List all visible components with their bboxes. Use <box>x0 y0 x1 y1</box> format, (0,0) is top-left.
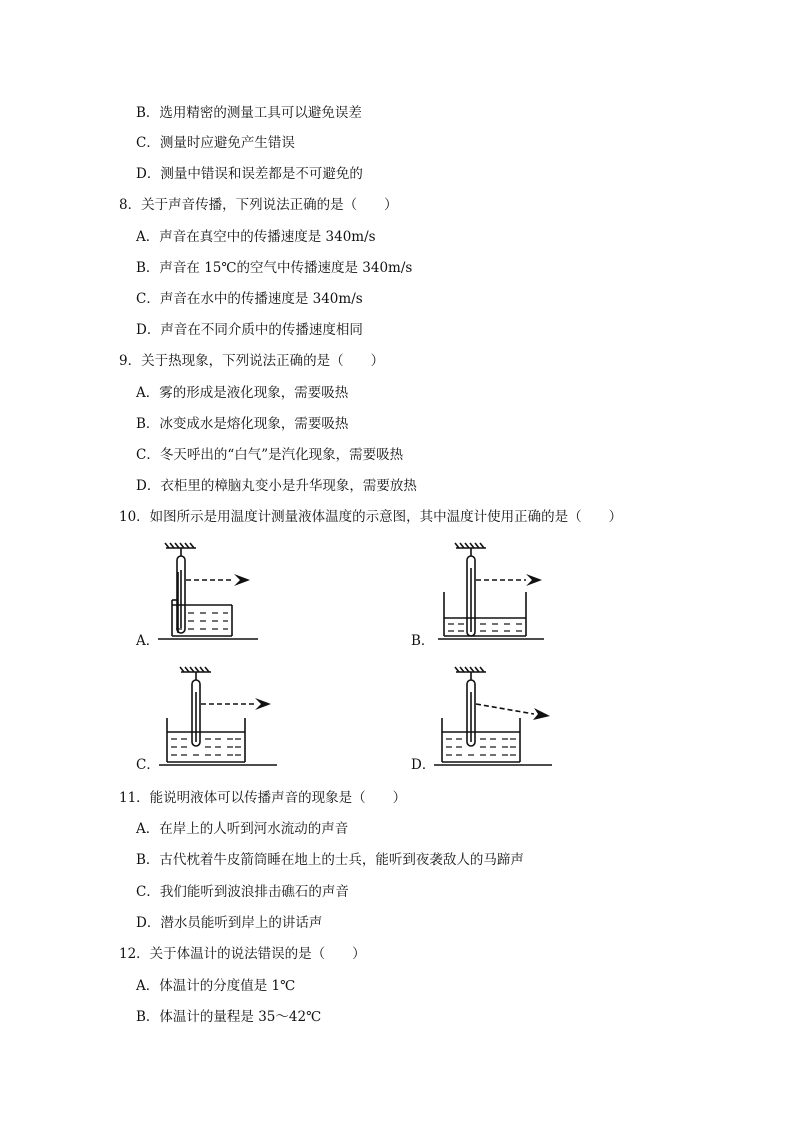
q8-option-d: D．声音在不同介质中的传播速度相同 <box>136 322 363 338</box>
q11-option-d: D．潜水员能听到岸上的讲话声 <box>136 915 323 931</box>
q12-option-b: B．体温计的量程是 35～42℃ <box>136 1009 322 1025</box>
q7-option-c: C．测量时应避免产生错误 <box>136 135 295 151</box>
q11-stem: 11．能说明液体可以传播声音的现象是（ ） <box>119 790 407 806</box>
q7-option-d: D．测量中错误和误差都是不可避免的 <box>136 166 363 182</box>
figure-label-a: A． <box>136 633 160 649</box>
q9-option-a: A．雾的形成是液化现象，需要吸热 <box>136 385 349 401</box>
figure-label-c: C． <box>136 757 160 773</box>
q12-option-a: A．体温计的分度值是 1℃ <box>136 978 296 994</box>
figure-label-d: D． <box>411 757 436 773</box>
q8-option-b: B．声音在 15℃的空气中传播速度是 340m/s <box>136 260 413 276</box>
q9-option-b: B．冰变成水是熔化现象，需要吸热 <box>136 416 349 432</box>
q11-option-c: C．我们能听到波浪排击礁石的声音 <box>136 884 349 900</box>
q9-option-d: D．衣柜里的樟脑丸变小是升华现象，需要放热 <box>136 478 417 494</box>
q12-stem: 12．关于体温计的说法错误的是（ ） <box>119 946 366 962</box>
q11-option-b: B．古代枕着牛皮箭筒睡在地上的士兵，能听到夜袭敌人的马蹄声 <box>136 852 524 868</box>
q10-stem: 10．如图所示是用温度计测量液体温度的示意图，其中温度计使用正确的是（ ） <box>119 509 623 525</box>
q8-option-c: C．声音在水中的传播速度是 340m/s <box>136 291 363 307</box>
thermometer-figure-d <box>430 664 560 774</box>
q9-option-c: C．冬天呼出的“白气”是汽化现象，需要吸热 <box>136 447 404 463</box>
q7-option-b: B．选用精密的测量工具可以避免误差 <box>136 105 362 121</box>
q8-stem: 8．关于声音传播，下列说法正确的是（ ） <box>119 197 398 213</box>
thermometer-figure-c <box>155 664 285 774</box>
q9-stem: 9．关于热现象，下列说法正确的是（ ） <box>119 353 385 369</box>
q11-option-a: A．在岸上的人听到河水流动的声音 <box>136 821 349 837</box>
thermometer-figure-a <box>150 540 270 645</box>
thermometer-figure-b <box>430 540 550 645</box>
figure-label-b: B． <box>411 633 435 649</box>
q8-option-a: A．声音在真空中的传播速度是 340m/s <box>136 229 376 245</box>
